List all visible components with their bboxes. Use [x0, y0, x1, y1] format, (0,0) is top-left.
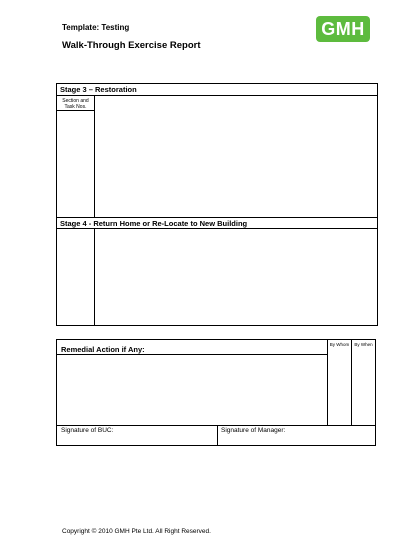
by-when-label: By When	[354, 342, 373, 347]
report-title: Walk-Through Exercise Report	[62, 40, 201, 51]
stage-table	[56, 83, 378, 326]
remedial-header-divider	[57, 354, 327, 355]
remedial-table	[56, 339, 376, 446]
copyright-text: Copyright © 2010 GMH Pte Ltd. All Right Reserved.	[62, 528, 211, 535]
section-label-divider	[57, 110, 94, 111]
template-label: Template: Testing	[62, 23, 130, 32]
by-whom-divider	[327, 340, 328, 425]
gmh-logo: GMH	[316, 16, 370, 42]
stage4-column-divider	[94, 229, 95, 325]
signature-manager-label: Signature of Manager:	[221, 427, 286, 434]
by-whom-label: By Whom	[329, 342, 350, 347]
signature-column-divider	[217, 425, 218, 445]
remedial-title: Remedial Action if Any:	[61, 345, 145, 354]
signature-divider	[57, 425, 375, 426]
by-when-divider	[351, 340, 352, 425]
stage3-column-divider	[94, 96, 95, 217]
stage4-header: Stage 4 - Return Home or Re-Locate to New Building	[57, 217, 377, 229]
stage3-header: Stage 3 – Restoration	[57, 84, 377, 96]
signature-buc-label: Signature of BUC:	[61, 427, 114, 434]
section-task-label: Section and Task Nos.	[62, 98, 89, 110]
